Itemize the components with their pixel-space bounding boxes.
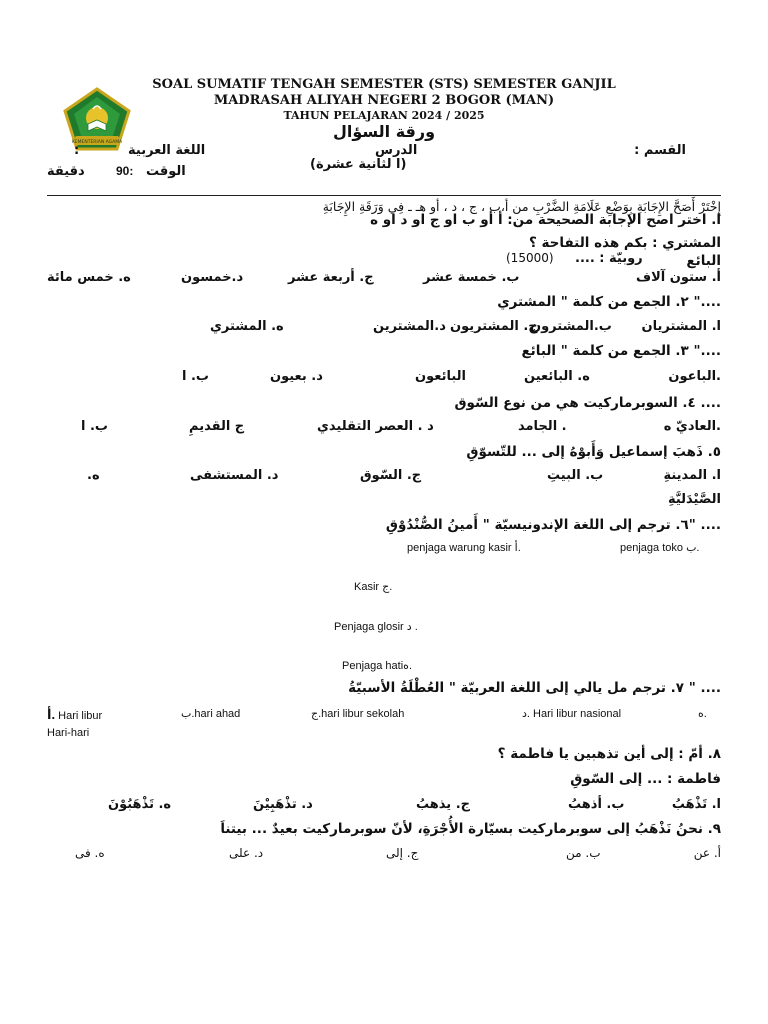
question-4-stem: .... ٤. السوبرماركيت هي من نوع السّوق — [454, 395, 721, 411]
question-1-stem: المشتري : بكم هذه التفاحة ؟ — [528, 235, 721, 251]
q4-option-a[interactable]: .العاديّ ه — [663, 419, 721, 434]
q7-option-c-letter: ج. — [311, 708, 322, 720]
instruction-choose: ا. اختر اصح الإجابة الصحيحة من: أ أو ب او ج او د او ه — [370, 212, 721, 228]
q5-option-d[interactable]: د. المستشفى — [190, 468, 279, 483]
q3-option-b[interactable]: البائعون — [415, 369, 466, 384]
q7-option-c-text: hari libur sekolah — [321, 708, 405, 720]
logo-banner-text: KEMENTERIAN AGAMA — [71, 140, 123, 145]
q4-option-b[interactable]: ب. ا — [81, 419, 108, 434]
question-1-rupiah: روبيّة : .... — [575, 251, 643, 266]
question-1-price: (15000) — [506, 251, 554, 265]
q9-option-e[interactable]: ه. فى — [75, 846, 105, 860]
question-7-stem: .... " ٧. ترجم مل يالي إلى اللغة العربيّة " العُطْلَةُ الأسبيّةُ — [348, 680, 721, 696]
q7-option-b-letter: ب. — [181, 708, 195, 720]
q6-option-a-letter: أ. — [514, 542, 521, 554]
q7-option-b-text: hari ahad — [194, 708, 241, 720]
q7-option-d[interactable] — [522, 707, 621, 720]
q4-option-e[interactable]: . الجامد — [518, 419, 567, 434]
question-9-stem: ٩. نحنُ نَذْهَبُ إلى سوبرماركيت بسيّارة الأُجْرَةِ، لأنّ سوبرماركيت بعيدٌ ... بيتناَ — [220, 821, 721, 837]
question-2-stem: ...." ٢. الجمع من كلمة " المشتري — [497, 294, 721, 310]
q6-option-c-letter: ج. — [382, 581, 393, 593]
q2-option-b[interactable]: ب.المشترون — [530, 319, 612, 334]
q7-option-d-letter: د. — [522, 708, 530, 720]
q6-option-e-text: Penjaga hati — [342, 660, 404, 672]
instruction-harakat: إِخْتَرْ أَصَحَّ الإِجَابَةِ بِوَضْعِ عَلَامَةِ الضَّرْبِ من أ،ب ، ج ، د ، أو هـ ـ فِي وَرَقَةِ الإِجَابَةِ — [322, 199, 721, 214]
q1-option-b[interactable]: ب. خمسة عشر — [423, 270, 520, 285]
q6-option-d-text: Penjaga glosir — [334, 621, 404, 633]
q2-option-c[interactable]: ج. المشتريون — [450, 319, 538, 334]
question-8-sub: فاطمة : ... إلى السّوقِ — [570, 771, 721, 787]
q7-option-a[interactable] — [47, 707, 102, 723]
time-value: 90: — [116, 164, 134, 178]
q2-option-a[interactable]: ا. المشتريان — [641, 319, 721, 334]
question-8-stem: ٨. أمّ : إلى أين تذهبين يا فاطمة ؟ — [497, 746, 721, 762]
question-5-stem: ٥. ذَهبَ إسماعيل وَأَبوْهُ إلى ... للتّسوّقِ — [466, 444, 721, 460]
question-6-stem: .... "٦. ترجم إلى اللغة الإندونيسيّة " أَمينُ الصُّنْدُوْقِ — [385, 517, 721, 533]
q9-option-b[interactable]: ب. من — [566, 846, 601, 860]
q4-option-c[interactable]: ج القديمِ — [189, 419, 245, 434]
q5-option-a[interactable]: ا. المدينةِ — [663, 468, 721, 483]
q2-option-e[interactable]: ه. المشتري — [210, 319, 284, 334]
q6-option-c[interactable] — [354, 580, 392, 593]
q4-option-d[interactable]: د . العصر التقليدي — [317, 419, 434, 434]
q5-option-e[interactable]: ه. — [87, 468, 100, 483]
q1-option-e[interactable]: ه. خمس مائة — [47, 270, 131, 285]
exam-title-line2: MADRASAH ALIYAH NEGERI 2 BOGOR (MAN) — [213, 93, 555, 108]
q7-option-e-letter: ه. — [698, 708, 707, 720]
q6-option-c-text: Kasir — [354, 581, 380, 593]
q6-option-d-letter: د . — [406, 621, 418, 633]
q9-option-d[interactable]: د. على — [229, 846, 264, 860]
q6-option-d[interactable] — [334, 620, 418, 633]
question-1-seller: البائع — [686, 253, 721, 269]
time-unit: دقيقة — [47, 164, 85, 179]
q6-option-e-letter: ه. — [403, 660, 412, 672]
q1-option-c[interactable]: ج. أربعة عشر — [288, 270, 374, 285]
q8-option-e[interactable]: ه. تَذْهَبُوْنَ — [108, 797, 172, 812]
q5-option-e-text[interactable]: الصَّيْدَليَّةِ — [667, 492, 721, 507]
q1-option-d[interactable]: د.خمسون — [181, 270, 244, 285]
q5-option-b[interactable]: ب. البيتِ — [547, 468, 604, 483]
exam-title-line3: TAHUN PELAJARAN 2024 / 2025 — [283, 109, 485, 122]
q6-option-b-letter: ب. — [686, 542, 700, 554]
section-label: القسم : — [634, 143, 686, 158]
question-3-stem: ...." ٣. الجمع من كلمة " البائع — [521, 343, 721, 359]
exam-title-line1: SOAL SUMATIF TENGAH SEMESTER (STS) SEMESTER GANJIL — [152, 77, 616, 92]
q8-option-c[interactable]: ج. يذهبُ — [416, 797, 470, 812]
q6-option-e[interactable] — [342, 659, 412, 672]
q6-option-a-text: penjaga warung kasir — [407, 542, 512, 554]
lesson-label: الدرس — [375, 143, 418, 158]
q6-option-b[interactable] — [620, 541, 699, 554]
q8-option-b[interactable]: ب. أذهبُ — [568, 797, 625, 812]
q7-option-d-text: Hari libur nasional — [529, 708, 622, 720]
q3-option-a[interactable]: .الباعون — [668, 369, 721, 384]
q7-option-a-text: Hari libur — [58, 710, 103, 722]
q5-option-c[interactable]: ج. السّوق — [360, 468, 422, 483]
q8-option-d[interactable]: د. تذْهَبِيْنَ — [253, 797, 313, 812]
divider-line — [47, 195, 721, 196]
q6-option-b-text: penjaga toko — [620, 542, 683, 554]
lesson-colon: : — [74, 143, 80, 158]
q8-option-a[interactable]: ا. تَذْهَبُ — [671, 797, 721, 812]
q9-option-a[interactable]: أ. عن — [693, 846, 721, 860]
q3-option-c[interactable]: ب. ا — [182, 369, 209, 384]
class-value: (ا لثانية عشرة) — [310, 157, 407, 172]
q7-option-e[interactable] — [698, 707, 707, 720]
q3-option-e[interactable]: ه. البائعين — [524, 369, 590, 384]
q9-option-c[interactable]: ج. إلى — [386, 846, 419, 860]
time-label: الوقت — [146, 164, 186, 179]
q3-option-d[interactable]: د. بعيون — [270, 369, 323, 384]
q7-option-e-text[interactable]: Hari-hari — [47, 727, 90, 739]
q7-option-a-letter: أ. — [47, 707, 56, 722]
q7-option-b[interactable] — [181, 707, 240, 720]
q2-option-d[interactable]: د.المشترين — [373, 319, 446, 334]
q1-option-a[interactable]: أ. ستون آلاف — [635, 270, 721, 285]
page-title: ورقة السؤال — [332, 122, 436, 141]
q7-option-c[interactable] — [311, 707, 404, 720]
q6-option-a[interactable] — [407, 541, 521, 554]
lesson-value: اللغة العربية — [128, 143, 206, 158]
